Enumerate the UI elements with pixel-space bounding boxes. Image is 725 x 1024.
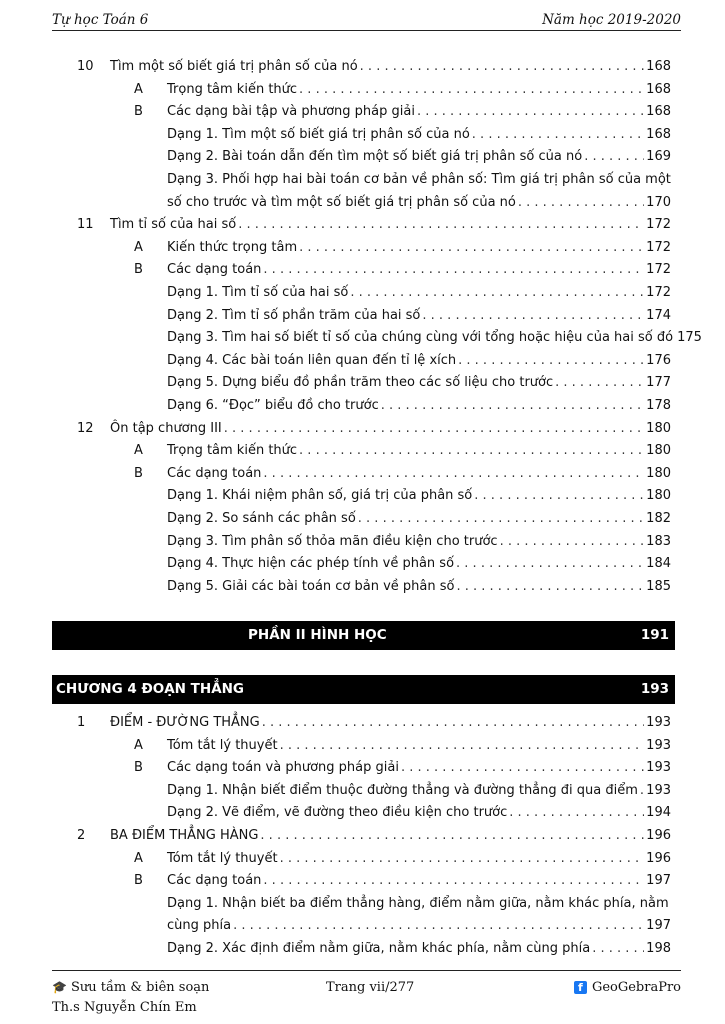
toc-entry-title: Dạng 1. Tìm một số biết giá trị phân số của nó — [167, 126, 470, 142]
toc-row[interactable] — [0, 938, 725, 960]
toc-row[interactable] — [0, 101, 725, 123]
leader-dots — [474, 485, 644, 507]
leader-dots — [350, 282, 644, 304]
toc-entry — [167, 553, 671, 575]
leader-dots — [280, 848, 645, 870]
toc-entry-page: 196 — [646, 828, 671, 843]
toc-entry-page: 168 — [646, 104, 671, 120]
toc-entry-title: Dạng 1. Nhận biết ba điểm thẳng hàng, điểm nằm giữa, nằm khác phía, nằm — [167, 895, 669, 911]
toc-entry-title: Ôn tập chương III — [110, 420, 222, 436]
toc-entry-title: Các dạng bài tập và phương pháp giải — [167, 104, 415, 120]
toc-row[interactable] — [0, 712, 725, 734]
toc-row[interactable] — [0, 440, 725, 462]
toc-entry-title: Dạng 6. “Đọc” biểu đồ cho trước — [167, 398, 379, 413]
leader-dots — [262, 712, 644, 734]
toc-row[interactable] — [0, 780, 725, 802]
subsection-label: A — [134, 850, 143, 866]
toc-entry-page: 182 — [646, 511, 671, 526]
subsection-label: B — [134, 262, 143, 278]
subsection-label: A — [134, 81, 143, 97]
toc-entry-page: 178 — [646, 398, 671, 413]
toc-entry — [167, 350, 671, 372]
section-number: 10 — [77, 59, 94, 74]
toc-entry-page: 168 — [646, 126, 671, 142]
toc-entry-title: Dạng 4. Các bài toán liên quan đến tỉ lệ xích — [167, 352, 457, 368]
toc-entry-title: Dạng 2. So sánh các phân số — [167, 511, 356, 526]
toc-entry-title: Tóm tắt lý thuyết — [167, 737, 278, 753]
toc-row[interactable] — [0, 418, 725, 440]
toc-row[interactable] — [0, 576, 725, 598]
toc-entry-page: 193 — [646, 737, 671, 753]
toc-entry-title: Dạng 4. Thực hiện các phép tính về phân số — [167, 556, 455, 572]
header-right: Năm học 2019-2020 — [542, 12, 681, 28]
toc-row[interactable] — [0, 757, 725, 779]
toc-entry-page: 180 — [646, 465, 671, 481]
subsection-label: B — [134, 873, 143, 889]
chapter-bar-title: CHƯƠNG 4 ĐOẠN THẲNG — [56, 681, 245, 697]
subsection-label: B — [134, 760, 143, 776]
toc-entry — [110, 825, 671, 847]
part-bar — [52, 621, 675, 650]
toc-entry-title: Dạng 2. Xác định điểm nằm giữa, nằm khác phía, nằm cùng phía — [167, 941, 591, 956]
subsection-label: B — [134, 465, 143, 481]
toc-entry-title: Tóm tắt lý thuyết — [167, 850, 278, 866]
toc-entry — [110, 712, 671, 734]
toc-entry-page: 172 — [646, 285, 671, 300]
toc-entry — [167, 146, 671, 168]
toc-entry-title: Dạng 2. Tìm tỉ số phần trăm của hai số — [167, 307, 421, 323]
toc-entry — [167, 305, 671, 327]
toc-row[interactable] — [0, 237, 725, 259]
toc-row[interactable] — [0, 735, 725, 757]
toc-entry-page: 176 — [646, 352, 671, 368]
toc-entry-page: 194 — [646, 805, 671, 821]
toc-entry-title: Dạng 1. Tìm tỉ số của hai số — [167, 285, 349, 300]
toc-entry-page: 193 — [646, 782, 671, 798]
footer-author: Th.s Nguyễn Chín Em — [52, 1000, 197, 1015]
toc-entry-page: 169 — [646, 149, 671, 165]
toc-entry-title: Trọng tâm kiến thức — [167, 81, 298, 97]
toc-row[interactable] — [0, 146, 725, 168]
toc-entry — [110, 214, 671, 236]
toc-row[interactable] — [0, 553, 725, 575]
leader-dots — [472, 124, 644, 146]
toc-row[interactable] — [0, 485, 725, 507]
leader-dots — [584, 146, 644, 168]
toc-entry — [167, 192, 671, 214]
part-bar-page: 191 — [640, 627, 669, 643]
toc-entry — [167, 531, 671, 553]
section-number: 1 — [77, 715, 86, 730]
toc-row[interactable] — [0, 169, 725, 191]
chapter-bar — [52, 675, 675, 704]
toc-entry-page: 175 — [677, 330, 702, 346]
leader-dots — [417, 101, 644, 123]
subsection-label: B — [134, 104, 143, 120]
leader-dots — [456, 576, 644, 598]
toc-row[interactable] — [0, 214, 725, 236]
toc-entry-page: 170 — [646, 194, 671, 210]
toc-entry-title: Trọng tâm kiến thức — [167, 443, 298, 459]
toc-entry-page: 180 — [646, 488, 671, 504]
footer-compiler-label: Sưu tầm & biên soạn — [70, 980, 210, 995]
toc-row[interactable] — [0, 802, 725, 824]
header-rule — [52, 30, 681, 31]
toc-entry-title: Dạng 3. Tìm phân số thỏa mãn điều kiện cho trước — [167, 533, 498, 549]
toc-entry-title: cùng phía — [167, 918, 232, 934]
toc-entry-title: Các dạng toán — [167, 873, 262, 889]
toc-row[interactable] — [0, 124, 725, 146]
footer-left-line1 — [52, 980, 209, 995]
toc-entry — [110, 56, 671, 78]
leader-dots — [299, 79, 644, 101]
toc-entry — [167, 485, 671, 507]
toc-entry-title: số cho trước và tìm một số biết giá trị phân số của nó — [167, 194, 516, 210]
toc-entry — [167, 938, 671, 960]
toc-row[interactable] — [0, 915, 725, 937]
toc-row[interactable] — [0, 192, 725, 214]
toc-entry — [167, 757, 671, 779]
leader-dots — [260, 825, 644, 847]
footer-rule — [52, 970, 681, 971]
subsection-label: A — [134, 737, 143, 753]
toc-row[interactable] — [0, 893, 725, 915]
toc-entry — [167, 915, 671, 937]
toc-entry-page: 197 — [646, 918, 671, 934]
toc-entry-page: 197 — [646, 873, 671, 889]
toc-entry — [167, 282, 671, 304]
toc-entry-title: ĐIỂM - ĐƯỜNG THẲNG — [110, 715, 260, 730]
leader-dots — [592, 938, 644, 960]
toc-row[interactable] — [0, 395, 725, 417]
toc-entry-title: Các dạng toán và phương pháp giải — [167, 760, 399, 776]
toc-entry-page: 168 — [646, 59, 671, 74]
toc-entry-page: 196 — [646, 850, 671, 866]
toc-entry-page: 193 — [646, 715, 671, 730]
leader-dots — [381, 395, 644, 417]
toc-entry-title: Dạng 2. Bài toán dẫn đến tìm một số biết giá trị phân số của nó — [167, 149, 583, 165]
section-number: 2 — [77, 828, 86, 843]
footer-brand: GeoGebraPro — [591, 980, 681, 995]
toc-entry — [110, 418, 671, 440]
leader-dots — [360, 56, 645, 78]
chapter-bar-page: 193 — [640, 681, 669, 697]
leader-dots — [555, 372, 644, 394]
toc-entry-page: 172 — [646, 239, 671, 255]
toc-entry — [167, 463, 671, 485]
leader-dots — [509, 802, 644, 824]
toc-entry — [167, 735, 671, 757]
toc-entry-page: 174 — [646, 307, 671, 323]
toc-entry — [167, 101, 671, 123]
toc-entry — [167, 237, 671, 259]
toc-entry-title: Dạng 3. Tìm hai số biết tỉ số của chúng cùng với tổng hoặc hiệu của hai số đó — [167, 330, 674, 346]
toc-entry-page: 184 — [646, 556, 671, 572]
footer-right[interactable] — [574, 980, 681, 995]
toc-entry-page: 172 — [646, 217, 671, 233]
leader-dots — [263, 463, 644, 485]
toc-entry-page: 198 — [646, 941, 671, 956]
subsection-label: A — [134, 239, 143, 255]
toc-entry-page: 177 — [646, 375, 671, 391]
toc-entry — [167, 259, 671, 281]
toc-entry-title: BA ĐIỂM THẲNG HÀNG — [110, 828, 259, 843]
leader-dots — [233, 915, 644, 937]
toc-entry — [167, 124, 671, 146]
leader-dots — [299, 237, 644, 259]
toc-entry-page: 172 — [646, 262, 671, 278]
toc-entry — [167, 870, 671, 892]
leader-dots — [401, 757, 644, 779]
footer-page-number: Trang vii/277 — [326, 980, 415, 995]
toc-entry — [167, 440, 671, 462]
toc-entry — [167, 576, 671, 598]
leader-dots — [518, 192, 644, 214]
leader-dots — [238, 214, 644, 236]
toc-entry-page: 183 — [646, 533, 671, 549]
leader-dots — [358, 508, 644, 530]
leader-dots — [224, 418, 644, 440]
toc-row[interactable] — [0, 282, 725, 304]
toc-entry-title: Tìm tỉ số của hai số — [110, 217, 237, 233]
toc-entry-page: 180 — [646, 420, 671, 436]
facebook-icon: f — [574, 981, 587, 994]
toc-entry-title: Tìm một số biết giá trị phân số của nó — [110, 59, 358, 74]
leader-dots — [263, 870, 644, 892]
part-bar-title: PHẦN II HÌNH HỌC — [248, 627, 387, 643]
toc-row[interactable] — [0, 259, 725, 281]
toc-entry-title: Các dạng toán — [167, 465, 262, 481]
toc-row[interactable] — [0, 350, 725, 372]
toc-entry-title: Dạng 1. Khái niệm phân số, giá trị của phân số — [167, 488, 473, 504]
toc-row[interactable] — [0, 79, 725, 101]
toc-entry — [167, 395, 671, 417]
toc-entry-page: 180 — [646, 443, 671, 459]
toc-row[interactable] — [0, 56, 725, 78]
toc-row[interactable] — [0, 508, 725, 530]
section-number: 11 — [77, 217, 94, 233]
toc-row[interactable] — [0, 825, 725, 847]
toc-entry — [167, 848, 671, 870]
toc-row[interactable] — [0, 848, 725, 870]
toc-row[interactable] — [0, 870, 725, 892]
toc-row[interactable] — [0, 531, 725, 553]
toc-row[interactable] — [0, 463, 725, 485]
leader-dots — [458, 350, 644, 372]
section-number: 12 — [77, 420, 94, 436]
graduation-cap-icon: 🎓 — [52, 980, 67, 994]
leader-dots — [422, 305, 644, 327]
toc-entry-title: Dạng 5. Dựng biểu đồ phần trăm theo các số liệu cho trước — [167, 375, 554, 391]
toc-entry-title: Dạng 5. Giải các bài toán cơ bản về phân số — [167, 578, 455, 594]
toc-entry — [167, 327, 702, 349]
toc-entry-title: Kiến thức trọng tâm — [167, 239, 298, 255]
toc-entry — [167, 780, 671, 802]
leader-dots — [263, 259, 644, 281]
toc-row[interactable] — [0, 327, 725, 349]
toc-entry-page: 193 — [646, 760, 671, 776]
toc-entry-title: Các dạng toán — [167, 262, 262, 278]
leader-dots — [456, 553, 644, 575]
toc-entry — [167, 802, 671, 824]
subsection-label: A — [134, 443, 143, 459]
toc-entry-title: Dạng 1. Nhận biết điểm thuộc đường thẳng và đường thẳng đi qua điểm — [167, 782, 638, 798]
header-left: Tự học Toán 6 — [52, 12, 149, 28]
toc-row[interactable] — [0, 372, 725, 394]
leader-dots — [299, 440, 644, 462]
toc-entry-title: Dạng 3. Phối hợp hai bài toán cơ bản về phân số: Tìm giá trị phân số của một — [167, 172, 671, 187]
toc-entry — [167, 79, 671, 101]
toc-entry-title: Dạng 2. Vẽ điểm, vẽ đường theo điều kiện cho trước — [167, 805, 508, 821]
toc-entry — [167, 508, 671, 530]
leader-dots — [500, 531, 645, 553]
toc-entry-page: 168 — [646, 81, 671, 97]
toc-row[interactable] — [0, 305, 725, 327]
toc-entry-page: 185 — [646, 578, 671, 594]
toc-entry — [167, 372, 671, 394]
page-header — [52, 10, 681, 32]
leader-dots — [280, 735, 645, 757]
